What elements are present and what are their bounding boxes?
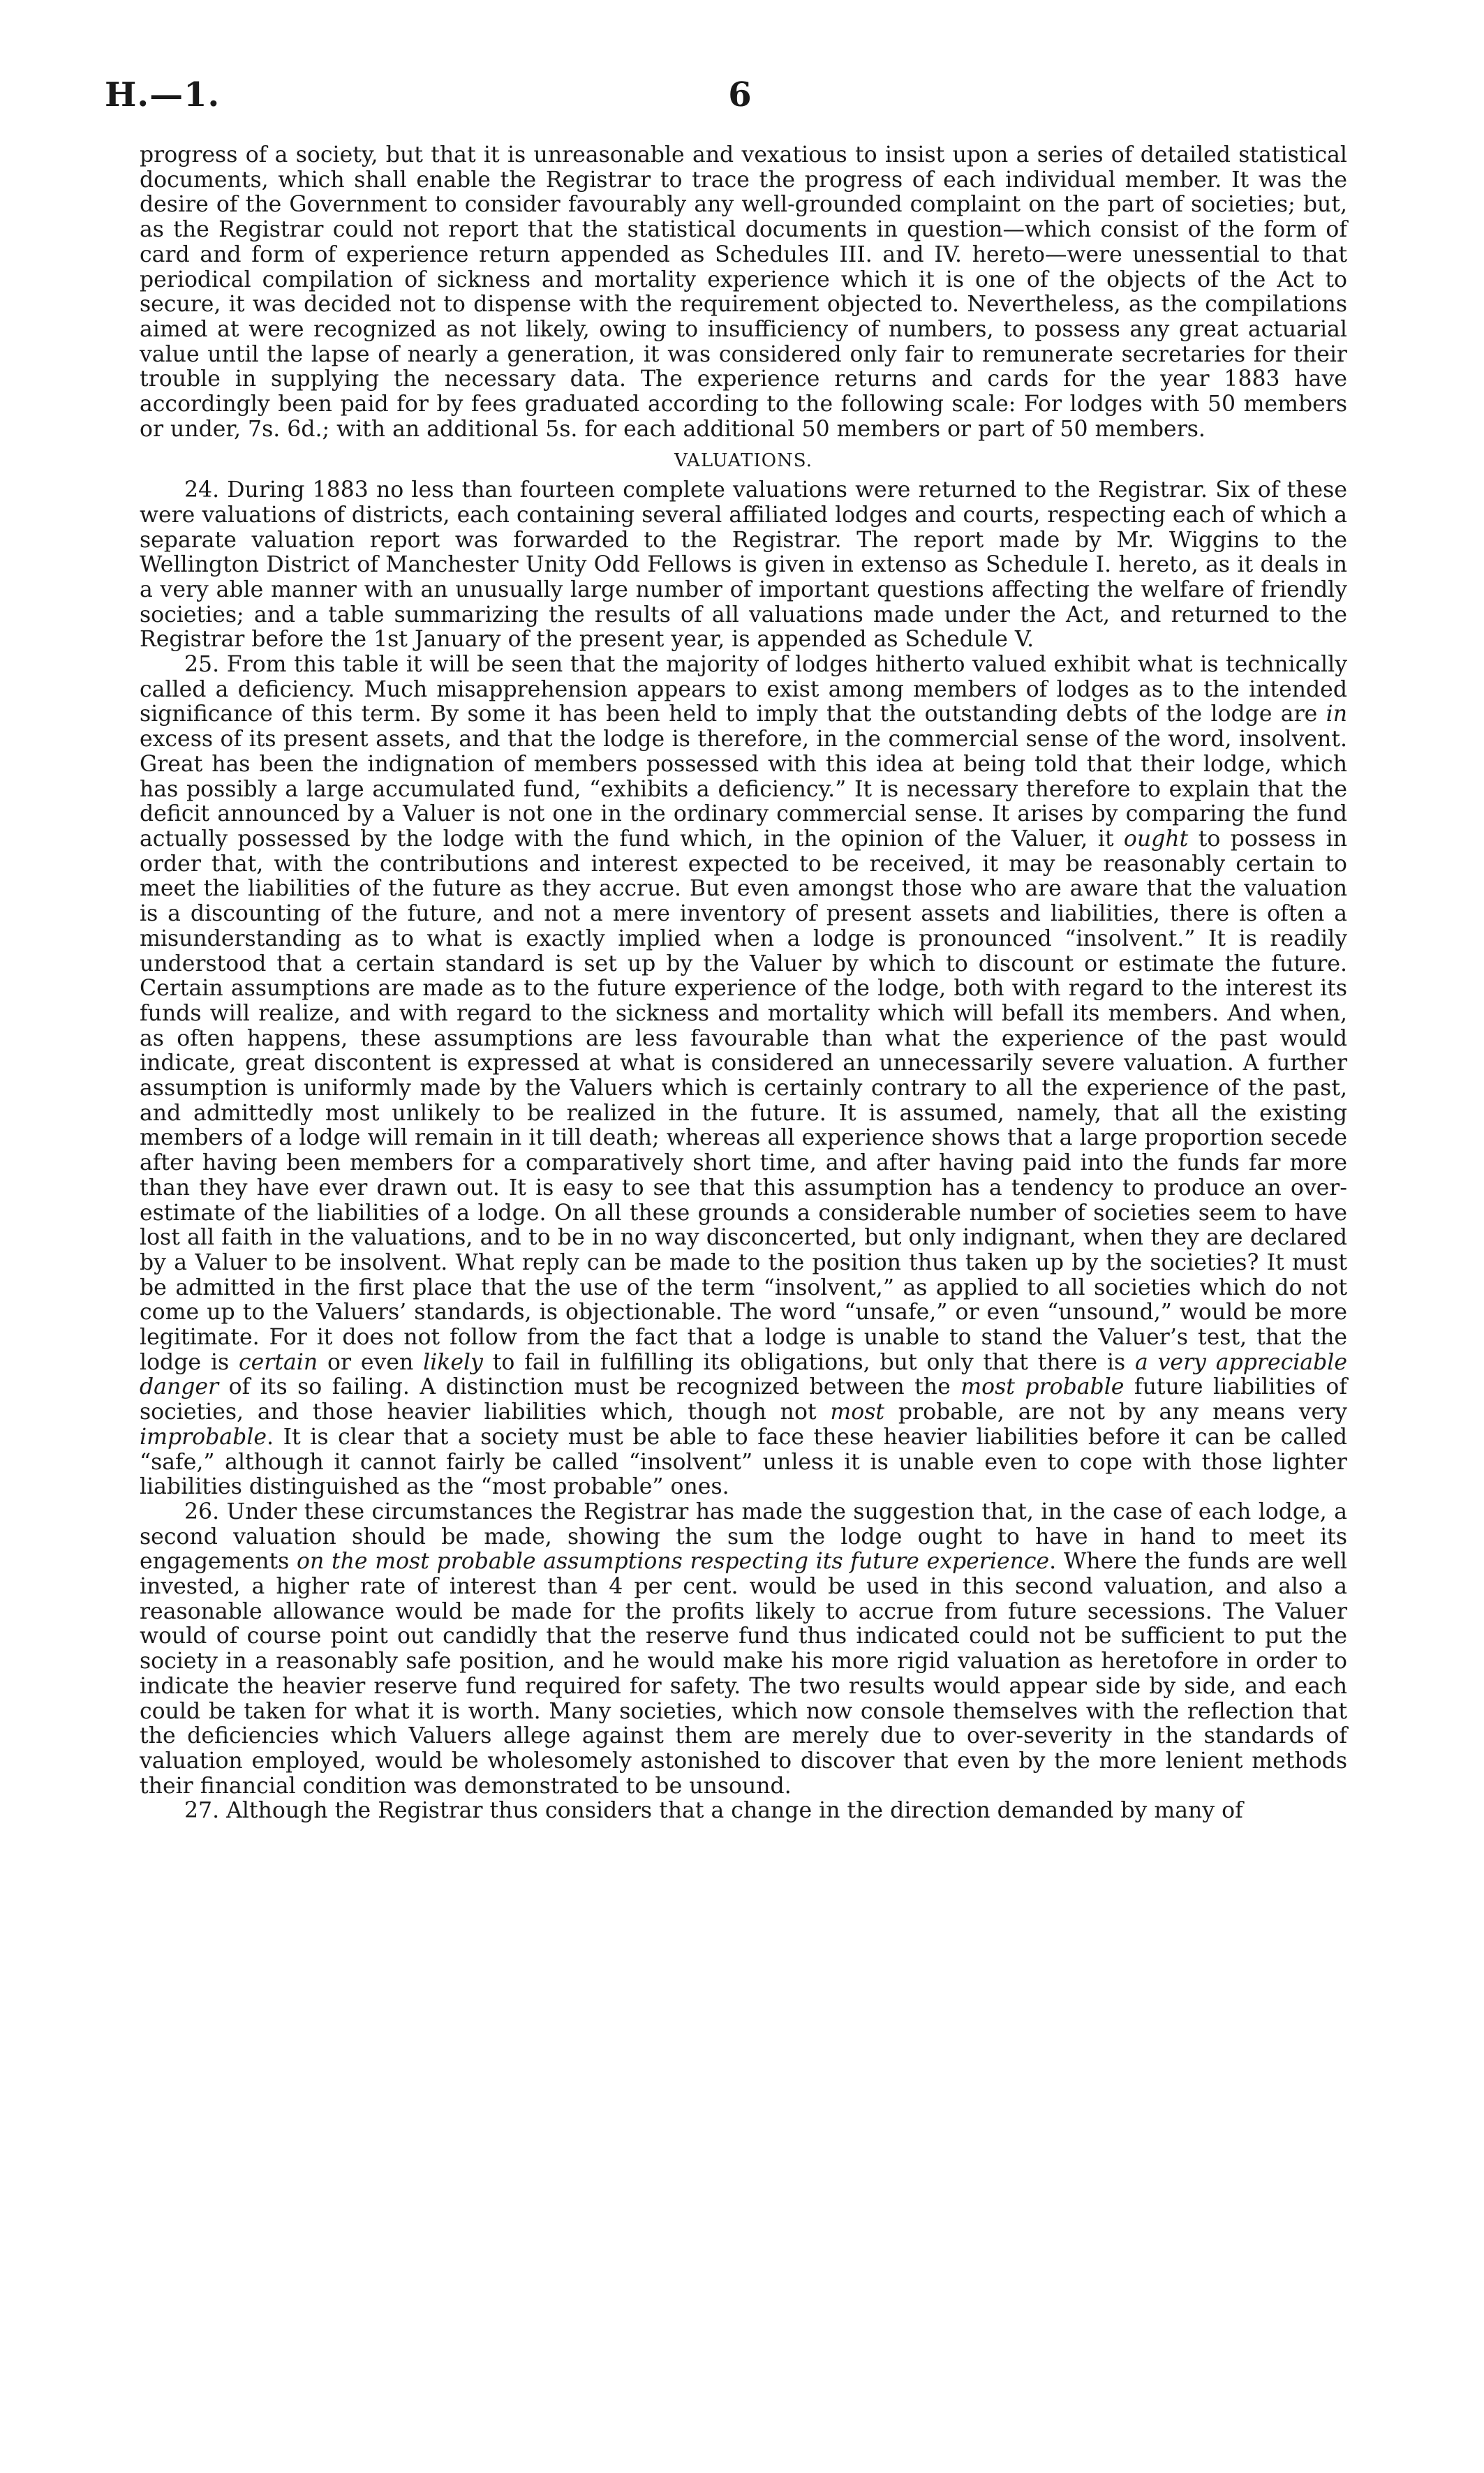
paragraph-25-text: to fail in fulfilling its obligations, but only that there is: [482, 1349, 1135, 1375]
paragraph-25-text: of its so failing. A distinction must be recognized between the: [218, 1374, 961, 1400]
page-header: [105, 75, 1375, 124]
paragraph-25-emphasis: improbable: [140, 1424, 267, 1450]
page-body: [140, 143, 1347, 1824]
paragraph-25-emphasis: most: [830, 1399, 885, 1425]
intro-paragraph: progress of a society, but that it is unreasonable and vexatious to insist upon a series of detailed statistical documents, which shall enable the Registrar to trace the progress of each individual member. It was the desire of the Government to consider favourably any well-grounded complaint on the part of societies; but, as the Registrar could not report that the statistical documents in question—which consist of the form of card and form of experience return appended as Schedules III. and IV. hereto—were unessential to that periodical compilation of sickness and mortality experience which it is one of the objects of the Act to secure, it was decided not to dispense with the requirement objected to. Nevertheless, as the compilations aimed at were recognized as not likely, owing to insufficiency of numbers, to possess any great actuarial value until the lapse of nearly a generation, it was considered only fair to remunerate secretaries for their trouble in supplying the necessary data. The experience returns and cards for the year 1883 have accordingly been paid for by fees graduated according to the following scale: For lodges with 50 members or under, 7s. 6d.; with an additional 5s. for each additional 50 members or part of 50 members.: [140, 142, 1347, 442]
paragraph-25-emphasis: a very appreciable danger: [140, 1349, 1347, 1400]
paragraph-25-text: probable, are not by any means very: [884, 1399, 1347, 1425]
paragraph-25-text: . It is clear that a society must be able to face these heavier liabilities before it can be called “safe,” although it cannot fairly be called “insolvent” unless it is unable even to cope with those lighter liabilities distinguished as the “most probable” ones.: [140, 1424, 1347, 1500]
paragraph-25-emphasis: ought: [1123, 826, 1189, 852]
paragraph-25-text: future liabilities of societies, and those heavier liabilities which, though not: [140, 1374, 1347, 1425]
paragraph-26-emphasis: on the most probable assumptions respecting its future experience: [297, 1549, 1050, 1575]
paragraph-26: [140, 1500, 1347, 1799]
paragraph-25-text: 25. From this table it will be seen that the majority of lodges hitherto valued exhibit what is technically called a deficiency. Much misapprehension appears to exist among members of lodges as to the intended significance of this term. By some it has been held to imply that the outstanding debts of the lodge are: [140, 652, 1347, 727]
paragraph-25-emphasis: most probable: [960, 1374, 1125, 1400]
section-heading-valuations: VALUATIONS.: [674, 450, 813, 472]
document-code: H.—1.: [105, 75, 221, 114]
paragraph-25-emphasis: certain: [238, 1349, 318, 1375]
paragraph-25-emphasis: likely: [423, 1349, 483, 1375]
page-number: 6: [728, 75, 752, 114]
paragraph-25-text: excess of its present assets, and that the lodge is therefore, in the commercial sense of the word, insolvent. Great has been the indignation of members possessed with this idea at being told that their lodge, which has possibly a large accumulated fund, “exhibits a deficiency.” It is necessary therefore to explain that the deficit announced by a Valuer is not one in the ordinary commercial sense. It arises by comparing the fund actually possessed by the lodge with the fund which, in the opinion of the Valuer, it: [140, 727, 1347, 852]
paragraph-27: 27. Although the Registrar thus considers that a change in the direction demanded by many of: [184, 1798, 1243, 1824]
paragraph-25-emphasis: in: [1326, 701, 1347, 727]
paragraph-24: 24. During 1883 no less than fourteen complete valuations were returned to the Registrar. Six of these were valuations of districts, each containing several affiliated lodges and courts, respecting each of which a separate valuation report was forwarded to the Registrar. The report made by Mr. Wiggins to the Wellington District of Manchester Unity Odd Fellows is given in extenso as Schedule I. hereto, as it deals in a very able manner with an unusually large number of important questions affecting the welfare of friendly societies; and a table summarizing the results of all valuations made under the Act, and returned to the Registrar before the 1st January of the present year, is appended as Schedule V.: [140, 477, 1347, 653]
paragraph-25-text: or even: [318, 1349, 424, 1375]
paragraph-26-text: . Where the funds are well invested, a higher rate of interest than 4 per cent. would be used in this second valuation, and also a reasonable allowance would be made for the profits likely to accrue from future secessions. The Valuer would of course point out candidly that the reserve fund thus indicated could not be sufficient to put the society in a reasonably safe position, and he would make his more rigid valuation as heretofore in order to indicate the heavier reserve fund required for safety. The two results would appear side by side, and each could be taken for what it is worth. Many societies, which now console themselves with the reflection that the deficiencies which Valuers allege against them are merely due to over-severity in the standards of valuation employed, would be wholesomely astonished to discover that even by the more lenient methods their financial condition was demonstrated to be unsound.: [140, 1549, 1347, 1799]
paragraph-25: [140, 653, 1347, 1500]
paragraph-26-text: 26. Under these circumstances the Registrar has made the suggestion that, in the case of each lodge, a second valuation should be made, showing the sum the lodge ought to have in hand to meet its engagements: [140, 1499, 1347, 1575]
paragraph-25-text: to possess in order that, with the contributions and interest expected to be received, it may be reasonably certain to meet the liabilities of the future as they accrue. But even amongst those who are aware that the valuation is a discounting of the future, and not a mere inventory of present assets and liabilities, there is often a misunderstanding as to what is exactly implied when a lodge is pronounced “insolvent.” It is readily understood that a certain standard is set up by the Valuer by which to discount or estimate the future. Certain assumptions are made as to the future experience of the lodge, both with regard to the interest its funds will realize, and with regard to the sickness and mortality which will befall its members. And when, as often happens, these assumptions are less favourable than what the experience of the past would indicate, great discontent is expressed at what is considered an unnecessarily severe valuation. A further assumption is uniformly made by the Valuers which is certainly contrary to all the experience of the past, and admittedly most unlikely to be realized in the future. It is assumed, namely, that all the existing members of a lodge will remain in it till death; whereas all experience shows that a large proportion secede after having been members for a comparatively short time, and after having paid into the funds far more than they have ever drawn out. It is easy to see that this assumption has a tendency to produce an over-estimate of the liabilities of a lodge. On all these grounds a considerable number of societies seem to have lost all faith in the valuations, and to be in no way disconcerted, but only indignant, when they are declared by a Valuer to be insolvent. What reply can be made to the position thus taken up by the societies? It must be admitted in the first place that the use of the term “insolvent,” as applied to all societies which do not come up to the Valuers’ standards, is objectionable. The word “unsafe,” or even “unsound,” would be more legitimate. For it does not follow from the fact that a lodge is unable to stand the Valuer’s test, that the lodge is: [140, 826, 1347, 1375]
